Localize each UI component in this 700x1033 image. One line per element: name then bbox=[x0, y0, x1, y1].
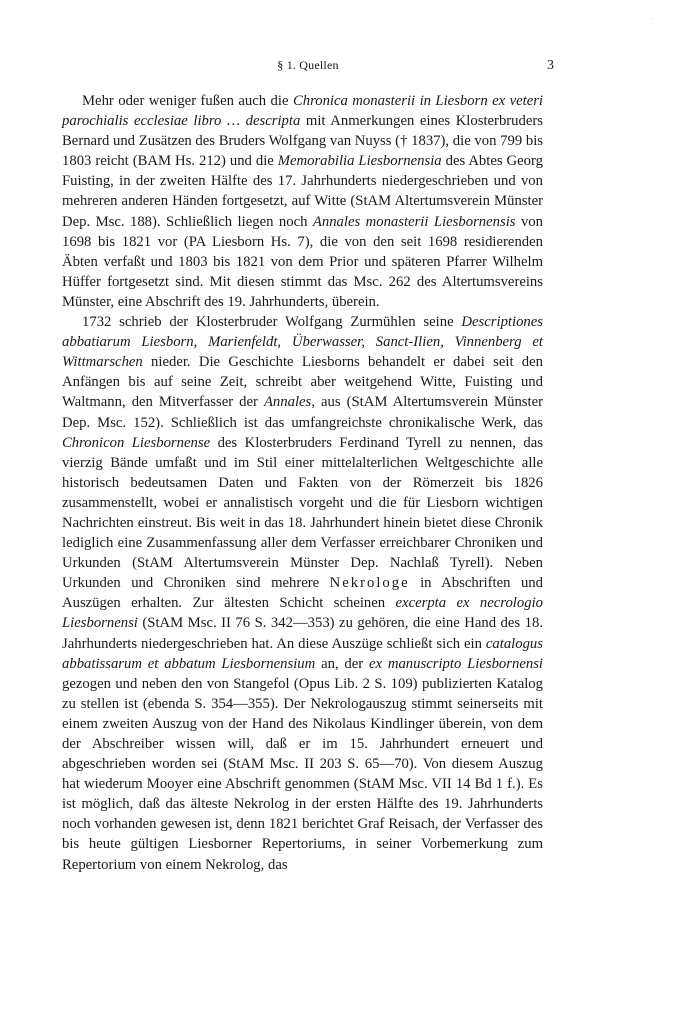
page-header bbox=[62, 58, 554, 80]
italic-phrase-manuscripto: ex manuscripto Liesbornensi bbox=[369, 655, 543, 672]
text-run: des Klosterbruders Ferdinand Tyrell zu nennen, das vierzig Bände umfaßt und im Stil einer mittelalterlichen Weltgeschichte alle historisch bedeutsamen Daten und Fakten von der Römerzeit bis 1826 zusammenstellt, wobei er annalistisch vorgeht und die für Liesborn wichtigen Nachrichten einstreut. Bis weit in das 18. Jahrhundert hinein bietet diese Chronik lediglich eine Zusammenfassung aller dem Verfasser erreichbarer Chroniken und Urkunden (StAM Altertumsverein Münster Dep. Nachlaß Tyrell). Neben Urkunden und Chroniken sind mehrere bbox=[62, 434, 543, 592]
italic-title-annales: Annales monasterii Liesbornensis bbox=[312, 213, 516, 230]
text-run: 1732 schrieb der Klosterbruder Wolfgang Zurmühlen seine bbox=[82, 314, 462, 331]
text-run: aus (StAM Altertumsverein Münster Dep. Msc. 152). Schließlich ist das umfangreichste chronikalische Werk, das bbox=[62, 394, 544, 431]
text-run: gezogen und neben den von Stangefol (Opus Lib. 2 S. 109) publizierten Katalog zu stellen ist (ebenda S. 354—355). Der Nekrologauszug stimmt seinerseits mit einem zweiten Auszug von der Hand des Nikolaus Kindlinger überein, von dem der Abschreiber wissen will, daß er im 15. Jahrhundert erneuert und abgeschrieben worden sei (StAM Msc. II 203 S. 65—70). Von diesem Auszug hat wiederum Mooyer eine Abschrift genommen (StAM Msc. VII 14 Bd 1 f.). Es ist möglich, daß das älteste Nekrolog in der ersten Hälfte des 19. Jahrhunderts noch vorhanden gewesen ist, denn 1821 berichtet Graf Reisach, der Verfasser des bis heute gültigen Liesborner Repertoriums, in seiner Vorbemerkung zum Repertorium von einem Nekrolog, das bbox=[62, 675, 543, 873]
text-run: in Abschriften und Auszügen erhalten. Zur ältesten Schicht scheinen bbox=[62, 575, 543, 612]
paragraph-2 bbox=[62, 312, 543, 875]
text-run: von 1698 bis 1821 vor (PA Liesborn Hs. 7), die von den seit 1698 residierenden Äbten verfaßt und 1803 bis 1821 von dem Prior und späteren Pfarrer Wilhelm Hüffer fortgesetzt sind. Mit diesen stimmt das Msc. 262 des Altertumsvereins Münster, eine Abschrift des 19. Jahrhunderts, überein. bbox=[62, 213, 543, 310]
italic-title-descriptiones: Descriptiones abbatiarum Liesborn, Marienfeldt, Überwasser, Sanct-Ilien, Vinnenberg et Wittmarschen bbox=[62, 314, 543, 371]
running-head: § 1. Quellen bbox=[277, 58, 339, 72]
text-run: (StAM Msc. II 76 S. 342—353) zu gehören, die eine Hand des 18. Jahrhunderts niedergeschrieben hat. An diese Auszüge schließt sich ein bbox=[62, 615, 543, 652]
page-number: 3 bbox=[547, 58, 554, 73]
spaced-term-nekrologe: Nekrologe bbox=[329, 575, 410, 592]
text-run: an, der bbox=[315, 655, 369, 672]
paragraph-1 bbox=[62, 91, 543, 312]
italic-title-chronicon: Chronicon Liesbornense bbox=[62, 434, 211, 451]
italic-title-excerpta: excerpta ex necrologio Liesbornensi bbox=[62, 595, 543, 632]
italic-title-chronica: Chronica monasterii in Liesborn ex veteri parochialis ecclesiae libro … descripta bbox=[62, 93, 544, 130]
text-run: mit Anmerkungen eines Klosterbruders Bernard und Zusätzen des Bruders Wolfgang van Nuyss († 1837), die von 799 bis 1803 reicht (BAM Hs. 212) und die bbox=[62, 113, 543, 170]
body-text bbox=[62, 91, 543, 875]
text-run: Mehr oder weniger fußen auch die bbox=[82, 93, 293, 109]
italic-title-catalogus: catalogus abbatissarum et abbatum Liesbornensium bbox=[62, 635, 543, 672]
text-run: nieder. Die Geschichte Liesborns behandelt er dabei seit den Anfängen bis auf seine Zeit, schreibt aber weitgehend Witte, Fuisting und Waltmann, den Mitverfasser der bbox=[62, 354, 543, 411]
italic-title-memorabilia: Memorabilia Liesbornensia bbox=[277, 153, 442, 170]
italic-title-annales: Annales, bbox=[263, 394, 315, 411]
text-run: des Abtes Georg Fuisting, in der zweiten Hälfte des 17. Jahrhunderts niedergeschrieben und von mehreren anderen Händen fortgesetzt, auf Witte (StAM Altertumsverein Münster Dep. Msc. 188). Schließlich liegen noch bbox=[62, 153, 543, 230]
corner-mark: . bbox=[652, 12, 654, 21]
